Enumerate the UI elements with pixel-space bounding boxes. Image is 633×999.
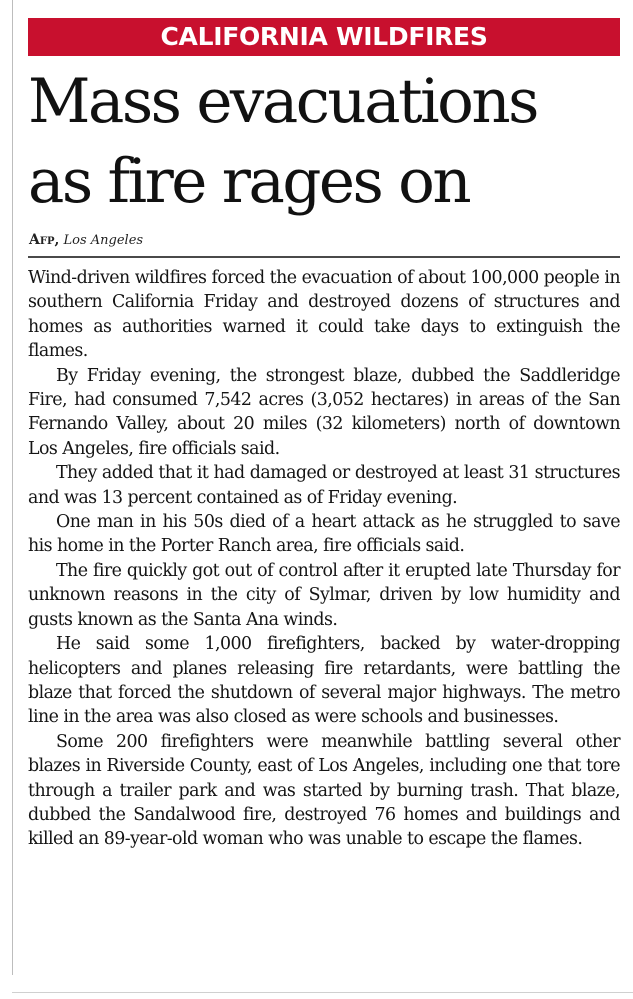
article-paragraph-7: Some 200 firefighters were meanwhile battling several other blazes in Riverside County, east of Los Angeles, including one that tore through a trailer park and was started by burning trash. That blaze, dubbed the Sandalwood fire, destroyed 76 homes and buildings and killed an 89-year-old woman who was unable to escape the flames.: [28, 731, 620, 850]
article-paragraph-2: By Friday evening, the strongest blaze, dubbed the Saddleridge Fire, had consumed 7,542 acres (3,052 hectares) in areas of the San Fernando Valley, about 20 miles (32 kilometers) north of downtown Los Angeles, fire officials said.: [28, 365, 620, 459]
article-paragraph-6: He said some 1,000 firefighters, backed by water-dropping helicopters and planes releasing fire retardants, were battling the blaze that forced the shutdown of several major highways. The metro line in the area was also closed as were schools and businesses.: [28, 634, 620, 728]
headline-line-1: Mass evacuations: [28, 66, 537, 137]
headline-line-2: as fire rages on: [28, 146, 470, 217]
column-rule: [12, 0, 13, 975]
article-paragraph-5: The fire quickly got out of control after it erupted late Thursday for unknown reasons in the city of Sylmar, driven by low humidity and gusts known as the Santa Ana winds.: [28, 560, 620, 630]
headline: [28, 62, 628, 222]
article-body: [28, 266, 620, 852]
article-paragraph-3: They added that it had damaged or destroyed at least 31 structures and was 13 percent contained as of Friday evening.: [28, 463, 620, 508]
byline-location: Los Angeles: [63, 233, 144, 248]
article-paragraph-4: One man in his 50s died of a heart attack as he struggled to save his home in the Porter Ranch area, fire officials said.: [28, 512, 620, 557]
byline-divider: [28, 256, 620, 258]
byline-agency: Afp,: [29, 232, 60, 248]
section-kicker: CALIFORNIA WILDFIRES: [28, 18, 620, 56]
article-paragraph-1: Wind-driven wildfires forced the evacuation of about 100,000 people in southern California Friday and destroyed dozens of structures and homes as authorities warned it could take days to extinguish the flames.: [28, 268, 620, 362]
bottom-rule: [12, 992, 633, 993]
byline: [29, 231, 143, 250]
